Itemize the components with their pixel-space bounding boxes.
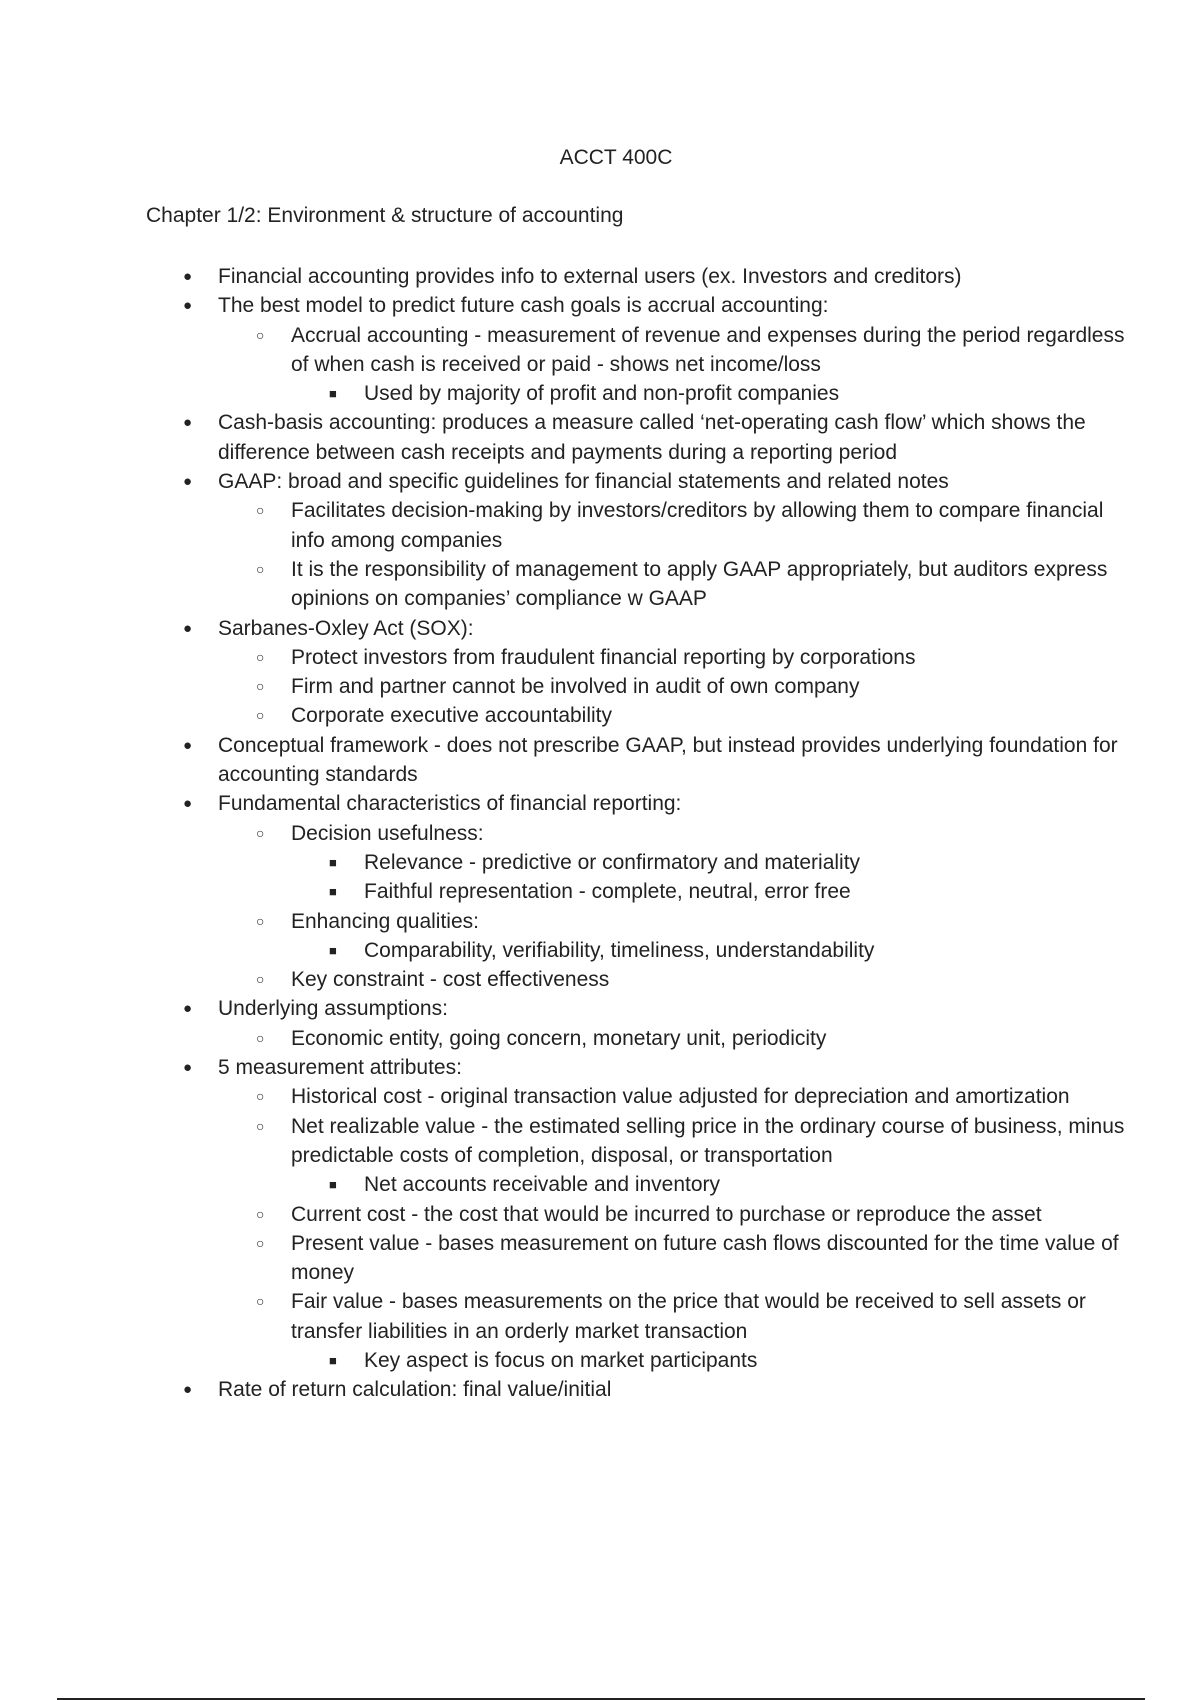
list-item [0, 408, 1200, 467]
list-item [0, 701, 1200, 730]
hollow-circle-bullet-icon: ○ [256, 502, 265, 519]
hollow-circle-bullet-icon: ○ [256, 560, 265, 577]
notes-body [0, 262, 1200, 1405]
hollow-circle-bullet-icon: ○ [256, 971, 265, 988]
list-item-text: 5 measurement attributes: [218, 1056, 462, 1080]
list-item-text: Fundamental characteristics of financial reporting: [218, 792, 682, 816]
chapter-heading: Chapter 1/2: Environment & structure of accounting [146, 204, 624, 227]
list-item [0, 1287, 1200, 1346]
list-item-text: Cash-basis accounting: produces a measure called ‘net-operating cash flow’ which shows the difference between cash receipts and payments during a reporting period [218, 411, 1086, 464]
hollow-circle-bullet-icon: ○ [256, 707, 265, 724]
list-item [0, 379, 1200, 408]
hollow-circle-bullet-icon: ○ [256, 1205, 265, 1222]
filled-circle-bullet-icon: ● [183, 619, 193, 637]
list-item-text: Historical cost - original transaction value adjusted for depreciation and amortization [291, 1085, 1070, 1109]
list-item-text: Comparability, verifiability, timeliness, understandability [364, 938, 875, 962]
square-bullet-icon: ■ [329, 854, 337, 870]
list-item [0, 877, 1200, 906]
square-bullet-icon: ■ [329, 1177, 337, 1193]
list-item [0, 1112, 1200, 1171]
square-bullet-icon: ■ [329, 1352, 337, 1368]
filled-circle-bullet-icon: ● [183, 1000, 193, 1018]
list-item-text: Key aspect is focus on market participants [364, 1348, 758, 1372]
list-item-text: Firm and partner cannot be involved in audit of own company [291, 675, 860, 699]
list-item [0, 1229, 1200, 1288]
list-item [0, 1346, 1200, 1375]
list-item-text: Accrual accounting - measurement of revenue and expenses during the period regardless of when cash is received or paid - shows net income/loss [291, 323, 1125, 376]
filled-circle-bullet-icon: ● [183, 297, 193, 315]
list-item [0, 262, 1200, 291]
list-item-text: Economic entity, going concern, monetary unit, periodicity [291, 1026, 827, 1050]
list-item [0, 555, 1200, 614]
list-item [0, 467, 1200, 496]
square-bullet-icon: ■ [329, 386, 337, 402]
list-item [0, 1170, 1200, 1199]
list-item-text: Enhancing qualities: [291, 909, 479, 933]
list-item-text: Underlying assumptions: [218, 997, 448, 1021]
list-item [0, 1200, 1200, 1229]
document-title: ACCT 400C [559, 146, 673, 169]
list-item [0, 848, 1200, 877]
hollow-circle-bullet-icon: ○ [256, 648, 265, 665]
hollow-circle-bullet-icon: ○ [256, 1117, 265, 1134]
list-item-text: Relevance - predictive or confirmatory and materiality [364, 850, 861, 874]
hollow-circle-bullet-icon: ○ [256, 912, 265, 929]
hollow-circle-bullet-icon: ○ [256, 1029, 265, 1046]
hollow-circle-bullet-icon: ○ [256, 1088, 265, 1105]
list-item [0, 789, 1200, 818]
list-item [0, 994, 1200, 1023]
list-item [0, 1375, 1200, 1404]
list-item [0, 1024, 1200, 1053]
list-item-text: Used by majority of profit and non-profit companies [364, 382, 840, 406]
list-item-text: Net realizable value - the estimated selling price in the ordinary course of business, minus predictable costs of completion, disposal, or transportation [291, 1114, 1125, 1167]
square-bullet-icon: ■ [329, 884, 337, 900]
list-item-text: Protect investors from fraudulent financial reporting by corporations [291, 645, 916, 669]
filled-circle-bullet-icon: ● [183, 473, 193, 491]
list-item-text: Present value - bases measurement on future cash flows discounted for the time value of money [291, 1231, 1119, 1285]
hollow-circle-bullet-icon: ○ [256, 1293, 265, 1310]
square-bullet-icon: ■ [329, 942, 337, 958]
list-item-text: Financial accounting provides info to external users (ex. Investors and creditors) [218, 265, 962, 288]
list-item-text: Fair value - bases measurements on the price that would be received to sell assets or transfer liabilities in an orderly market transaction [291, 1290, 1086, 1343]
list-item [0, 965, 1200, 994]
filled-circle-bullet-icon: ● [183, 268, 193, 285]
hollow-circle-bullet-icon: ○ [256, 678, 265, 695]
list-item-text: Current cost - the cost that would be incurred to purchase or reproduce the asset [291, 1202, 1042, 1226]
list-item [0, 936, 1200, 965]
list-item [0, 291, 1200, 320]
list-item [0, 907, 1200, 936]
list-item [0, 819, 1200, 848]
list-item [0, 731, 1200, 790]
hollow-circle-bullet-icon: ○ [256, 824, 265, 841]
list-item-text: Sarbanes-Oxley Act (SOX): [218, 616, 474, 640]
list-item-text: Corporate executive accountability [291, 704, 613, 728]
list-item-text: Facilitates decision-making by investors/creditors by allowing them to compare financial info among companies [291, 499, 1104, 552]
list-item [0, 496, 1200, 555]
filled-circle-bullet-icon: ● [183, 1381, 193, 1399]
list-item [0, 1082, 1200, 1111]
list-item-text: Net accounts receivable and inventory [364, 1173, 721, 1197]
list-item-text: Key constraint - cost effectiveness [291, 968, 610, 992]
list-item [0, 321, 1200, 380]
filled-circle-bullet-icon: ● [183, 795, 193, 813]
list-item [0, 643, 1200, 672]
list-item-text: Faithful representation - complete, neutral, error free [364, 880, 851, 904]
hollow-circle-bullet-icon: ○ [256, 326, 265, 343]
filled-circle-bullet-icon: ● [183, 736, 193, 754]
filled-circle-bullet-icon: ● [183, 414, 193, 432]
notes-list [0, 262, 1200, 1405]
list-item-text: The best model to predict future cash goals is accrual accounting: [218, 294, 829, 318]
list-item [0, 1053, 1200, 1082]
filled-circle-bullet-icon: ● [183, 1059, 193, 1077]
list-item [0, 672, 1200, 701]
list-item-text: GAAP: broad and specific guidelines for financial statements and related notes [218, 470, 949, 494]
list-item-text: Rate of return calculation: final value/initial [218, 1378, 612, 1402]
hollow-circle-bullet-icon: ○ [256, 1234, 265, 1251]
list-item-text: It is the responsibility of management to apply GAAP appropriately, but auditors express opinions on companies’ compliance w GAAP [291, 557, 1108, 611]
list-item-text: Decision usefulness: [291, 821, 484, 845]
list-item-text: Conceptual framework - does not prescribe GAAP, but instead provides underlying foundation for accounting standards [218, 733, 1118, 787]
list-item [0, 614, 1200, 643]
